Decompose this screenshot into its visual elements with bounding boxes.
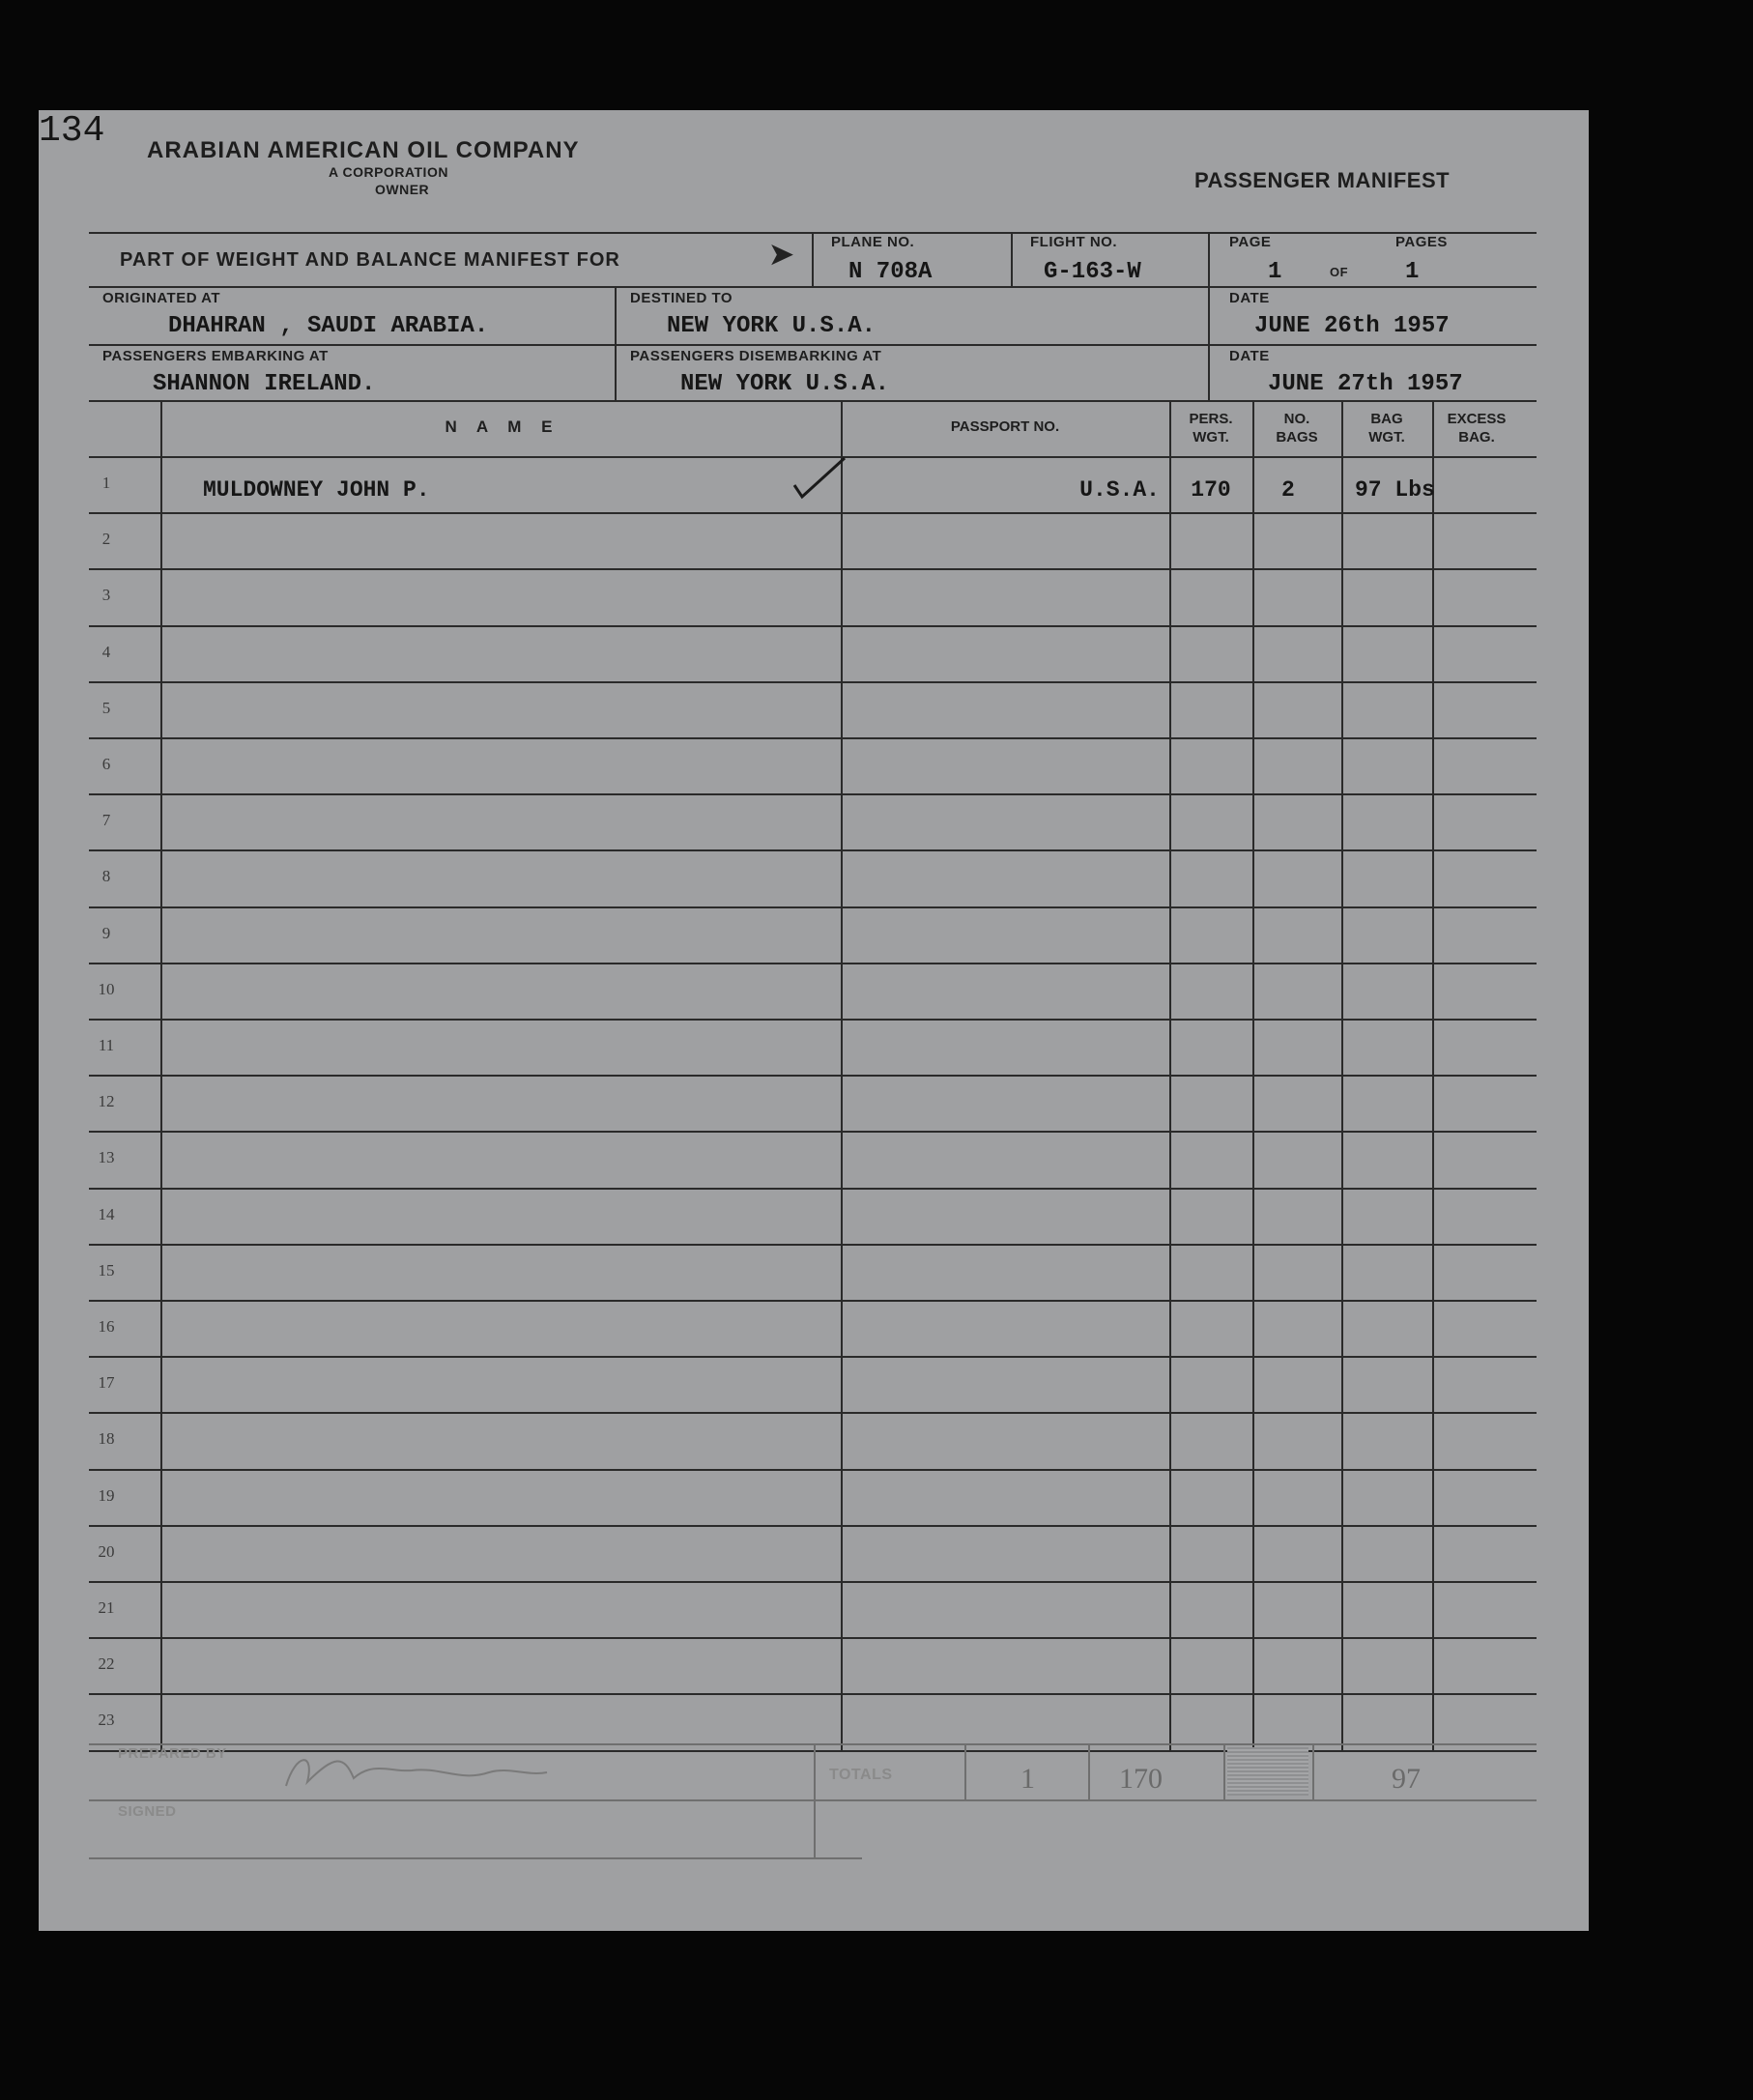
row-number: 3 [101,586,111,604]
shaded-total-cell [1227,1747,1308,1796]
row-rule [89,1469,1537,1471]
disembarking-value: NEW YORK U.S.A. [680,371,890,397]
arrow-icon: ➤ [769,239,794,271]
date1-value: JUNE 26th 1957 [1254,313,1450,339]
check-mark-icon [790,454,848,503]
embarking-value: SHANNON IRELAND. [153,371,376,397]
row-number: 20 [98,1542,115,1561]
row-rule [89,1637,1537,1639]
of-label: OF [1330,265,1349,279]
row-number: 21 [98,1598,115,1617]
destined-label: DESTINED TO [630,290,733,306]
passenger-bag-wgt: 97 Lbs [1355,477,1435,503]
row-rule [89,849,1537,851]
total-pers-wgt-value: 170 [1119,1763,1163,1795]
page-value: 1 [1268,259,1282,285]
col-header-no-bags: NO. BAGS [1276,411,1318,446]
total-bags-value: 1 [1020,1763,1035,1795]
row-number: 15 [98,1261,115,1280]
row-rule [89,737,1537,739]
row-number: 5 [101,699,111,717]
manifest-title: PASSENGER MANIFEST [1194,168,1451,192]
manifest-number: 134 [39,110,105,152]
row-rule [89,1300,1537,1302]
date2-value: JUNE 27th 1957 [1268,371,1463,397]
row-rule [89,681,1537,683]
row-number: 4 [101,643,111,661]
column-rule [1432,400,1434,1750]
row-number: 19 [98,1486,115,1505]
row-number: 16 [98,1317,115,1336]
total-bag-wgt-value: 97 [1392,1763,1421,1795]
row-rule [89,1075,1537,1077]
row-number: 7 [101,811,111,829]
row-number: 8 [101,867,111,885]
row-number: 2 [101,530,111,548]
row-rule [89,1356,1537,1358]
row-rule [89,963,1537,964]
prepared-by-label: PREPARED BY [118,1745,227,1762]
row-number: 14 [98,1205,115,1223]
row-rule [89,625,1537,627]
signature-icon [276,1743,557,1798]
row-number: 23 [98,1711,115,1729]
row-rule [89,1693,1537,1695]
row-number: 18 [98,1429,115,1448]
row-rule [89,1131,1537,1133]
date1-label: DATE [1229,290,1270,306]
flight-no-value: G-163-W [1044,259,1141,285]
row-rule [89,512,1537,514]
row-rule [89,1581,1537,1583]
column-rule [1252,400,1254,1750]
destined-value: NEW YORK U.S.A. [667,313,876,339]
row-number: 22 [98,1654,115,1673]
row-rule [89,1188,1537,1190]
weight-balance-label: PART OF WEIGHT AND BALANCE MANIFEST FOR [120,249,620,271]
company-owner: OWNER [375,182,430,197]
pages-value: 1 [1405,259,1420,285]
col-header-excess-bag: EXCESS BAG. [1447,411,1507,446]
row-number: 11 [98,1036,115,1054]
row-number: 13 [98,1148,115,1166]
row-rule [89,568,1537,570]
row-number: 6 [101,755,111,773]
row-rule [89,1019,1537,1021]
col-header-bag-wgt: BAG WGT. [1368,411,1405,446]
totals-label: TOTALS [829,1767,893,1783]
pages-label: PAGES [1395,234,1448,250]
row-rule [89,906,1537,908]
company-corporation: A CORPORATION [329,164,448,180]
passenger-passport: U.S.A. [1079,477,1160,503]
col-header-passport: PASSPORT NO. [950,418,1060,435]
manifest-sheet [39,110,1589,1931]
flight-no-label: FLIGHT NO. [1030,234,1117,250]
company-name: ARABIAN AMERICAN OIL COMPANY [147,137,580,163]
row-rule [89,1412,1537,1414]
row-number: 10 [98,980,115,998]
plane-no-value: N 708A [848,259,933,285]
row-rule [89,793,1537,795]
column-rule [1169,400,1171,1750]
embarking-label: PASSENGERS EMBARKING AT [102,348,329,364]
column-rule [160,400,162,1750]
passenger-name: MULDOWNEY JOHN P. [203,477,430,503]
column-rule [1341,400,1343,1750]
passenger-pers-wgt: 170 [1191,477,1231,503]
row-number: 1 [101,474,111,492]
col-header-name: N A M E [445,417,560,436]
row-number: 12 [98,1092,115,1110]
column-rule [841,400,843,1750]
signed-label: SIGNED [118,1803,177,1820]
row-rule [89,1244,1537,1246]
row-number: 17 [98,1373,115,1392]
passenger-no-bags: 2 [1281,477,1295,503]
page-label: PAGE [1229,234,1272,250]
col-header-pers-wgt: PERS. WGT. [1189,411,1233,446]
originated-value: DHAHRAN , SAUDI ARABIA. [168,313,489,339]
disembarking-label: PASSENGERS DISEMBARKING AT [630,348,882,364]
originated-label: ORIGINATED AT [102,290,221,306]
row-number: 9 [101,924,111,942]
plane-no-label: PLANE NO. [831,234,915,250]
row-rule [89,1525,1537,1527]
date2-label: DATE [1229,348,1270,364]
